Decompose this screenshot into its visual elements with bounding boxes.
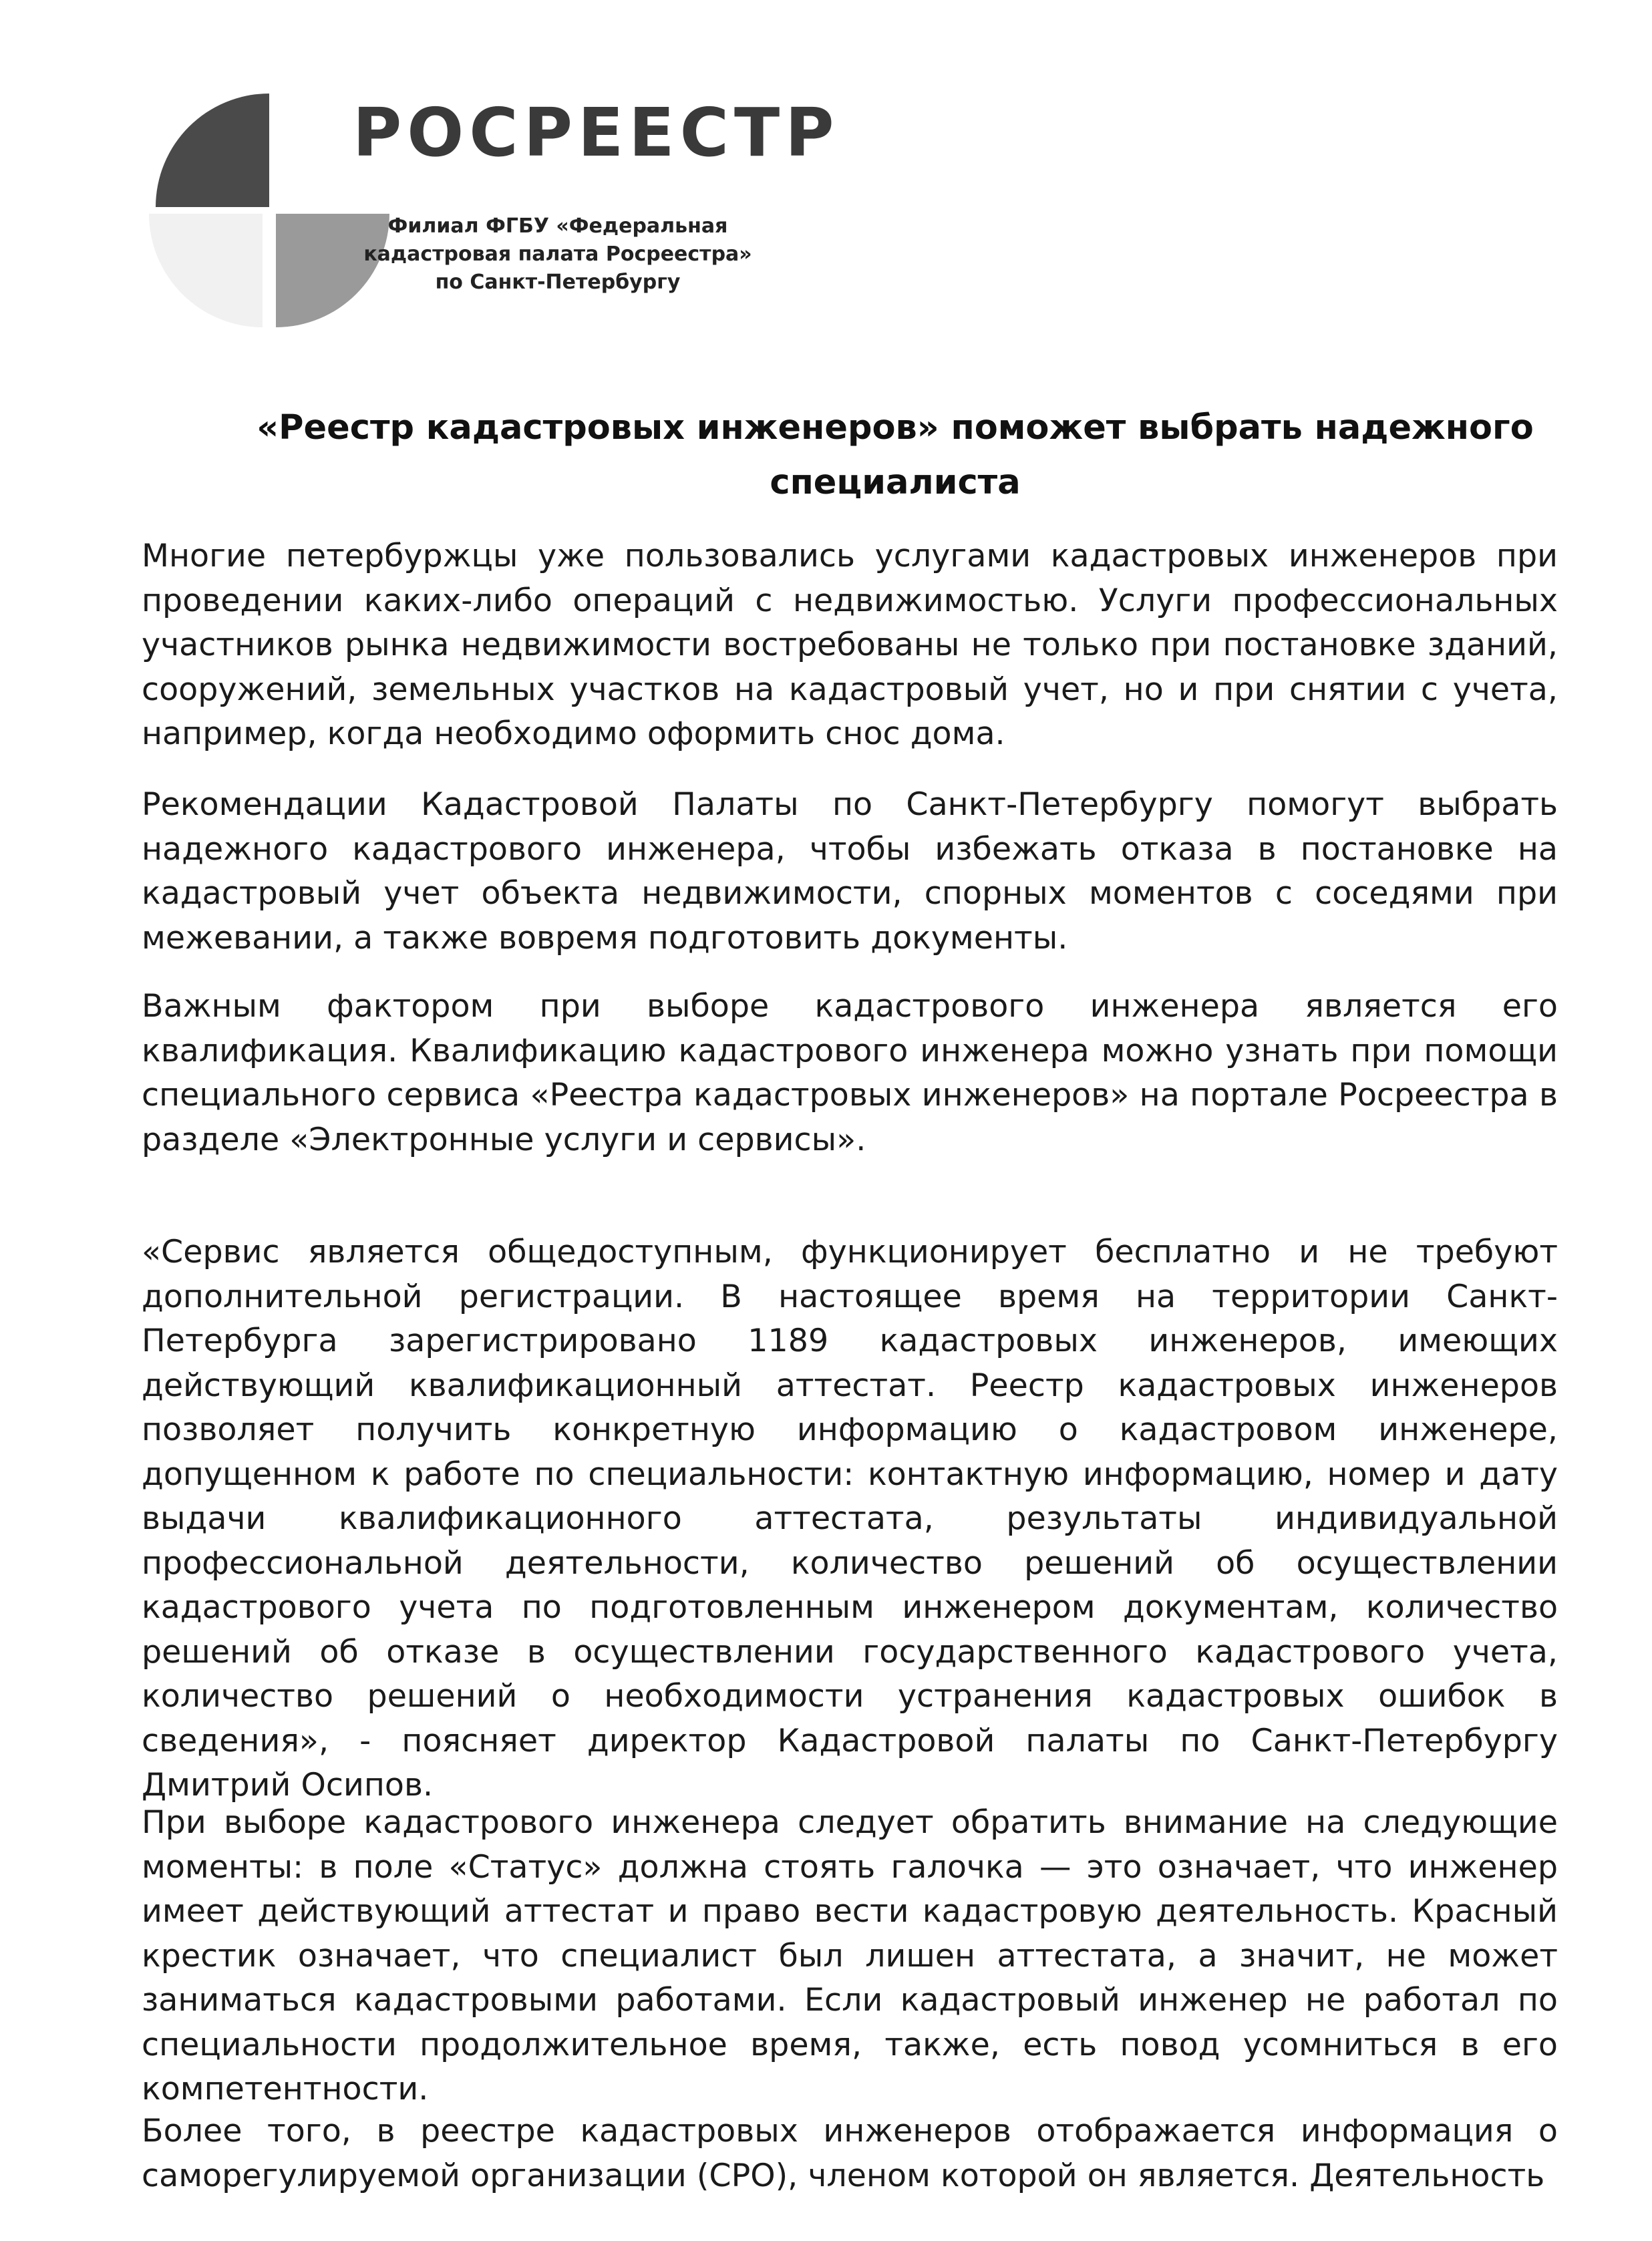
paragraph: Более того, в реестре кадастровых инженеров отображается информация о саморегулируемой организации (СРО), членом которой он является. Деятельность — [142, 2113, 1558, 2194]
branch-line: Филиал ФГБУ «Федеральная — [387, 214, 728, 238]
paragraph: «Сервис является общедоступным, функционирует бесплатно и не требуют дополнительной регистрации. В настоящее время на территории Санкт-Петербурга зарегистрировано 1189 кадастровых инженеров, имеющих действующий квалификационный аттестат. Реестр кадастровых инженеров позволяет получить конкретную информацию о кадастровом инженере, допущенном к работе по специальности: контактную информацию, номер и дату выдачи квалификационного аттестата, результаты индивидуальной профессиональной деятельности, количество решений об осуществлении кадастрового учета по подготовленным инженером документам, количество решений об отказе в осуществлении государственного кадастрового учета, количество решений о необходимости устранения кадастровых ошибок в сведения», - поясняет директор Кадастровой палаты по Санкт-Петербургу Дмитрий Осипов. — [142, 1234, 1558, 1803]
paragraph: Рекомендации Кадастровой Палаты по Санкт-Петербургу помогут выбрать надежного кадастрового инженера, чтобы избежать отказа в постановке на кадастровый учет объекта недвижимости, спорных моментов с соседями при межевании, а также вовремя подготовить документы. — [142, 786, 1558, 957]
title-line: «Реестр кадастровых инженеров» поможет выбрать надежного — [257, 408, 1534, 448]
branch-line: кадастровая палата Росреестра» — [363, 242, 752, 266]
rosreestr-wordmark: РОСРЕЕСТР — [353, 94, 840, 172]
paragraph: Важным фактором при выборе кадастрового инженера является его квалификация. Квалификацию кадастрового инженера можно узнать при помощи специального сервиса «Реестра кадастровых инженеров» на портале Росреестра в разделе «Электронные услуги и сервисы». — [142, 988, 1558, 1158]
branch-line: по Санкт-Петербургу — [435, 271, 681, 294]
article-title — [240, 401, 1550, 510]
letterhead — [0, 0, 1652, 374]
paragraph: При выборе кадастрового инженера следует обратить внимание на следующие моменты: в поле «Статус» должна стоять галочка — это означает, что инженер имеет действующий аттестат и право вести кадастровую деятельность. Красный крестик означает, что специалист был лишен аттестата, а значит, не может заниматься кадастровыми работами. Если кадастровый инженер не работал по специальности продолжительное время, также, есть повод усомниться в его компетентности. — [142, 1804, 1558, 2107]
paragraph: Многие петербуржцы уже пользовались услугами кадастровых инженеров при проведении каких-либо операций с недвижимостью. Услуги профессиональных участников рынка недвижимости востребованы не только при постановке зданий, сооружений, земельных участков на кадастровый учет, но и при снятии с учета, например, когда необходимо оформить снос дома. — [142, 538, 1558, 752]
branch-name — [347, 212, 768, 297]
title-line: специалиста — [770, 463, 1021, 502]
